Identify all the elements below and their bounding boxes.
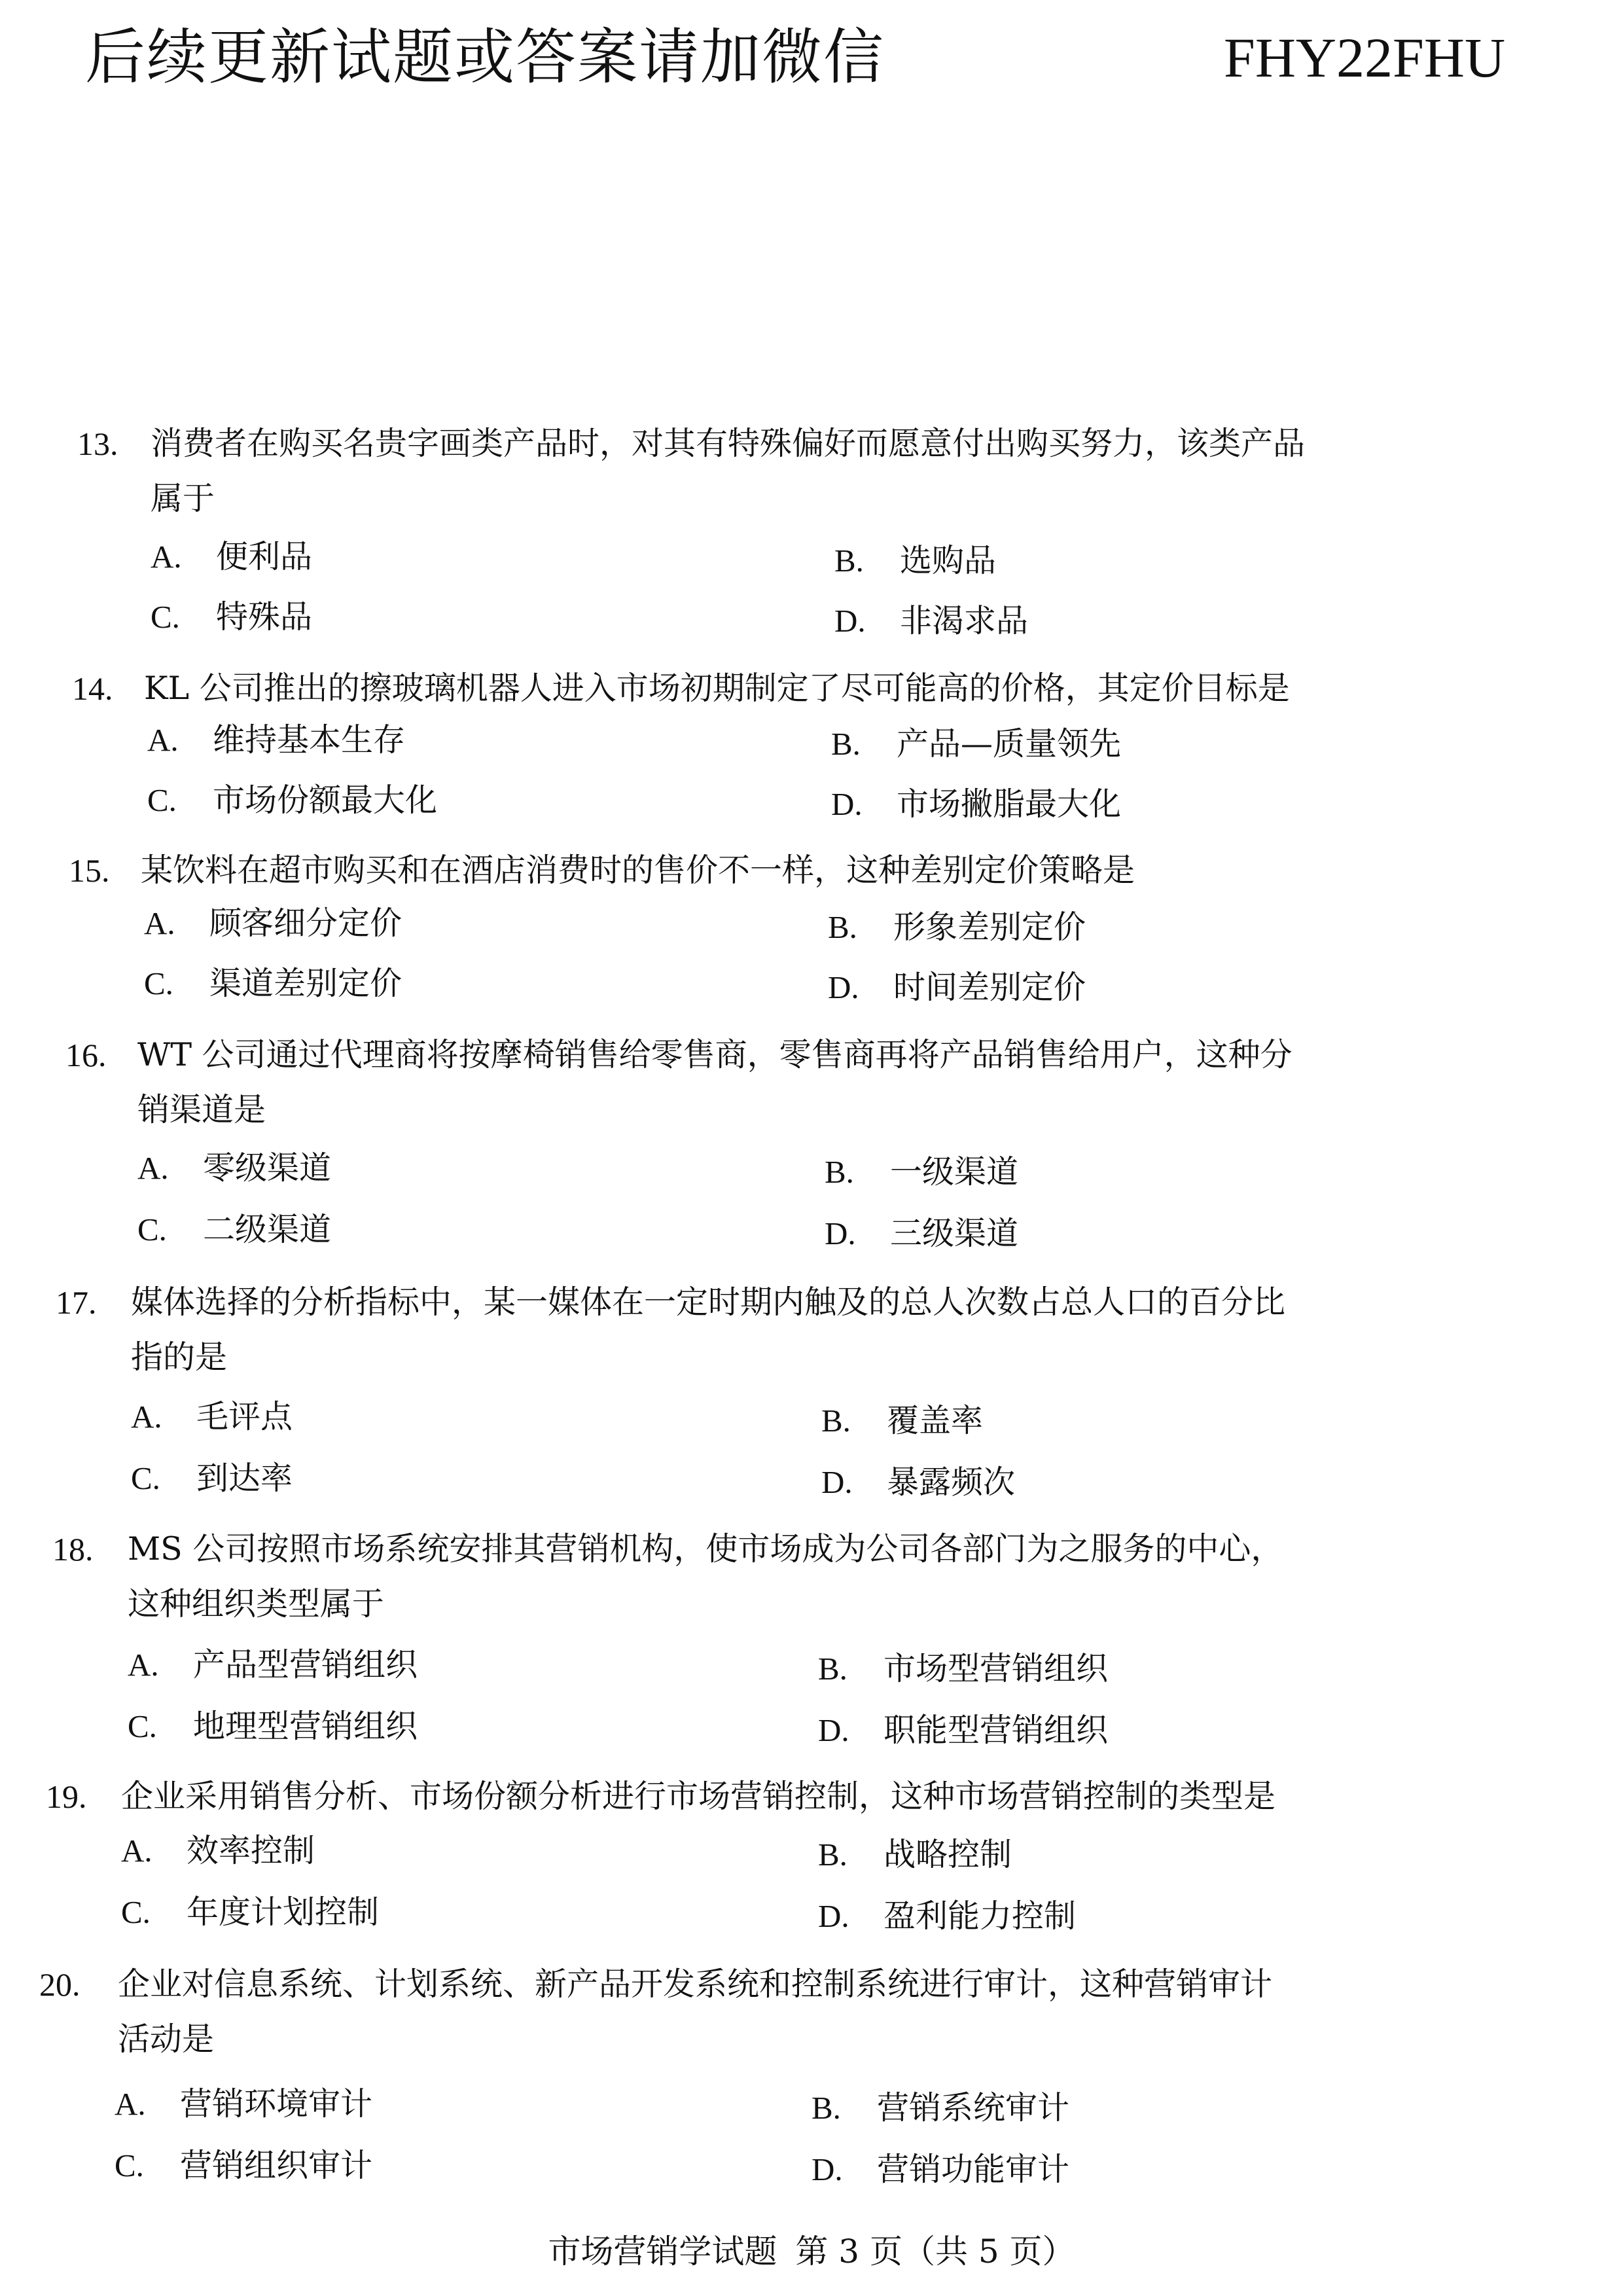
question-17 <box>56 1275 1495 1511</box>
option-a <box>131 1388 293 1446</box>
option-text: 三级渠道 <box>890 1215 1019 1252</box>
question-stem <box>39 1957 1479 2067</box>
option-text: 非渴求品 <box>900 602 1029 639</box>
option-text: 顾客细分定价 <box>209 905 402 942</box>
option-letter: D. <box>831 786 863 822</box>
question-number: 13. <box>77 425 118 462</box>
option-letter: A. <box>151 539 182 575</box>
option-d <box>812 2140 1069 2199</box>
option-letter: D. <box>818 1898 849 1934</box>
options <box>56 1386 1495 1511</box>
option-letter: C. <box>147 782 177 818</box>
question-text-continued: 销渠道是 <box>137 1091 266 1128</box>
option-text: 地理型营销组织 <box>193 1708 418 1745</box>
question-20 <box>39 1957 1479 2193</box>
option-letter: A. <box>147 722 179 758</box>
option-d <box>831 775 1121 834</box>
question-stem <box>52 1522 1492 1632</box>
question-stem <box>59 1028 1499 1138</box>
question-stem <box>56 1275 1495 1385</box>
option-text: 选购品 <box>900 542 997 579</box>
option-letter: B. <box>812 2090 841 2126</box>
question-text: 企业采用销售分析、市场份额分析进行市场营销控制，这种市场营销控制的类型是 <box>121 1778 1276 1815</box>
option-letter: C. <box>115 2147 144 2183</box>
question-16 <box>59 1028 1499 1263</box>
option-text: 便利品 <box>216 538 313 575</box>
option-a <box>137 1139 331 1198</box>
option-d <box>821 1453 1015 1512</box>
option-letter: D. <box>828 969 859 1005</box>
option-letter: B. <box>828 909 857 945</box>
option-text: 营销环境审计 <box>180 2085 373 2123</box>
option-text: 产品—质量领先 <box>897 725 1122 762</box>
option-letter: D. <box>821 1464 853 1500</box>
option-letter: A. <box>137 1150 169 1186</box>
option-a <box>128 1636 418 1695</box>
option-letter: C. <box>121 1894 151 1930</box>
option-c <box>144 954 402 1013</box>
option-b <box>831 715 1121 774</box>
option-letter: B. <box>831 726 861 762</box>
option-text: 市场份额最大化 <box>213 781 438 819</box>
option-letter: C. <box>131 1460 160 1496</box>
question-number: 18. <box>52 1531 94 1568</box>
option-text: 渠道差别定价 <box>209 965 402 1002</box>
option-a <box>147 711 405 770</box>
option-d <box>825 1204 1018 1263</box>
option-letter: A. <box>128 1647 159 1683</box>
option-b <box>812 2079 1069 2138</box>
options <box>72 528 1512 652</box>
option-text: 一级渠道 <box>890 1153 1019 1191</box>
question-stem <box>62 843 1502 898</box>
option-text: 毛评点 <box>196 1398 293 1435</box>
option-letter: B. <box>825 1154 854 1190</box>
footer-page-number: 第 3 页（共 5 页） <box>795 2233 1075 2270</box>
question-text: WT 公司通过代理商将按摩椅销售给零售商，零售商再将产品销售给用户，这种分 <box>137 1036 1293 1073</box>
option-text: 时间差别定价 <box>893 969 1086 1006</box>
options <box>39 2068 1479 2193</box>
option-text: 零级渠道 <box>203 1149 332 1187</box>
question-text-continued: 属于 <box>151 480 215 517</box>
option-letter: A. <box>121 1833 152 1869</box>
options <box>59 1139 1499 1263</box>
question-number: 20. <box>39 1966 80 2003</box>
option-a <box>144 894 402 953</box>
option-letter: A. <box>115 2086 146 2122</box>
option-letter: B. <box>818 1837 847 1873</box>
option-d <box>818 1701 1108 1760</box>
question-stem <box>72 416 1512 526</box>
options <box>62 899 1502 1024</box>
option-b <box>818 1640 1108 1698</box>
option-letter: B. <box>834 543 864 579</box>
option-text: 到达率 <box>196 1460 293 1497</box>
option-text: 市场型营销组织 <box>883 1650 1109 1687</box>
question-text: 企业对信息系统、计划系统、新产品开发系统和控制系统进行审计，这种营销审计 <box>118 1965 1273 2003</box>
question-text-continued: 活动是 <box>118 2020 215 2058</box>
option-letter: B. <box>818 1651 847 1687</box>
question-number: 19. <box>46 1778 87 1815</box>
option-text: 营销系统审计 <box>877 2089 1070 2126</box>
header-notice: 后续更新试题或答案请加微信 <box>85 22 885 92</box>
option-c <box>128 1697 418 1756</box>
option-letter: A. <box>131 1399 162 1435</box>
options <box>46 1825 1486 1950</box>
question-number: 16. <box>65 1037 107 1073</box>
option-text: 盈利能力控制 <box>883 1897 1077 1935</box>
option-d <box>828 958 1086 1017</box>
option-text: 维持基本生存 <box>213 721 406 759</box>
question-13 <box>72 416 1512 652</box>
option-b <box>828 898 1086 957</box>
question-number: 15. <box>69 852 110 889</box>
header-wechat-code: FHY22FHU <box>1224 26 1506 89</box>
question-19 <box>46 1769 1486 1950</box>
option-text: 形象差别定价 <box>893 908 1086 946</box>
question-15 <box>62 843 1502 1024</box>
option-text: 覆盖率 <box>887 1402 984 1439</box>
options <box>52 1633 1492 1757</box>
question-text-continued: 这种组织类型属于 <box>128 1585 385 1623</box>
option-c <box>151 588 312 647</box>
option-letter: B. <box>821 1403 851 1439</box>
option-b <box>834 531 996 590</box>
option-b <box>825 1143 1018 1202</box>
option-letter: C. <box>137 1211 167 1247</box>
question-text: 媒体选择的分析指标中，某一媒体在一定时期内触及的总人次数占总人口的百分比 <box>131 1283 1286 1321</box>
options <box>65 717 1505 842</box>
option-b <box>821 1391 983 1450</box>
option-letter: D. <box>812 2151 843 2187</box>
option-letter: D. <box>834 603 866 639</box>
option-c <box>131 1449 293 1508</box>
option-c <box>115 2136 372 2195</box>
option-text: 效率控制 <box>187 1832 315 1869</box>
option-c <box>137 1200 331 1259</box>
option-text: 二级渠道 <box>203 1211 332 1248</box>
question-text: 消费者在购买名贵字画类产品时，对其有特殊偏好而愿意付出购买努力，该类产品 <box>151 425 1306 462</box>
option-text: 战略控制 <box>883 1836 1012 1873</box>
question-14 <box>65 661 1505 842</box>
question-stem <box>46 1769 1486 1824</box>
option-c <box>121 1883 379 1942</box>
question-text: 某饮料在超市购买和在酒店消费时的售价不一样，这种差别定价策略是 <box>141 852 1135 889</box>
option-letter: C. <box>128 1708 157 1744</box>
option-letter: D. <box>825 1215 856 1251</box>
option-letter: A. <box>144 905 175 941</box>
option-text: 职能型营销组织 <box>883 1712 1109 1749</box>
option-d <box>818 1887 1076 1946</box>
option-text: 营销功能审计 <box>877 2151 1070 2188</box>
option-text: 暴露频次 <box>887 1463 1016 1501</box>
question-18 <box>52 1522 1492 1757</box>
option-d <box>834 592 1028 651</box>
question-stem <box>65 661 1505 716</box>
option-letter: C. <box>151 599 180 635</box>
option-letter: D. <box>818 1712 849 1748</box>
option-text: 营销组织审计 <box>180 2147 373 2184</box>
question-text-continued: 指的是 <box>131 1338 228 1376</box>
option-c <box>147 771 437 830</box>
option-text: 市场撇脂最大化 <box>897 785 1122 823</box>
option-b <box>818 1825 1012 1884</box>
option-text: 年度计划控制 <box>187 1893 380 1931</box>
option-text: 特殊品 <box>216 598 313 636</box>
option-a <box>121 1821 315 1880</box>
footer-subject: 市场营销学试题 <box>548 2233 777 2270</box>
question-number: 14. <box>72 670 113 707</box>
question-text: KL 公司推出的擦玻璃机器人进入市场初期制定了尽可能高的价格，其定价目标是 <box>144 670 1290 707</box>
option-a <box>115 2075 372 2134</box>
page-footer <box>0 2225 1623 2278</box>
option-letter: C. <box>144 965 173 1001</box>
option-text: 产品型营销组织 <box>193 1646 418 1683</box>
question-text: MS 公司按照市场系统安排其营销机构，使市场成为公司各部门为之服务的中心， <box>128 1530 1283 1568</box>
question-number: 17. <box>56 1284 97 1321</box>
option-a <box>151 528 312 586</box>
